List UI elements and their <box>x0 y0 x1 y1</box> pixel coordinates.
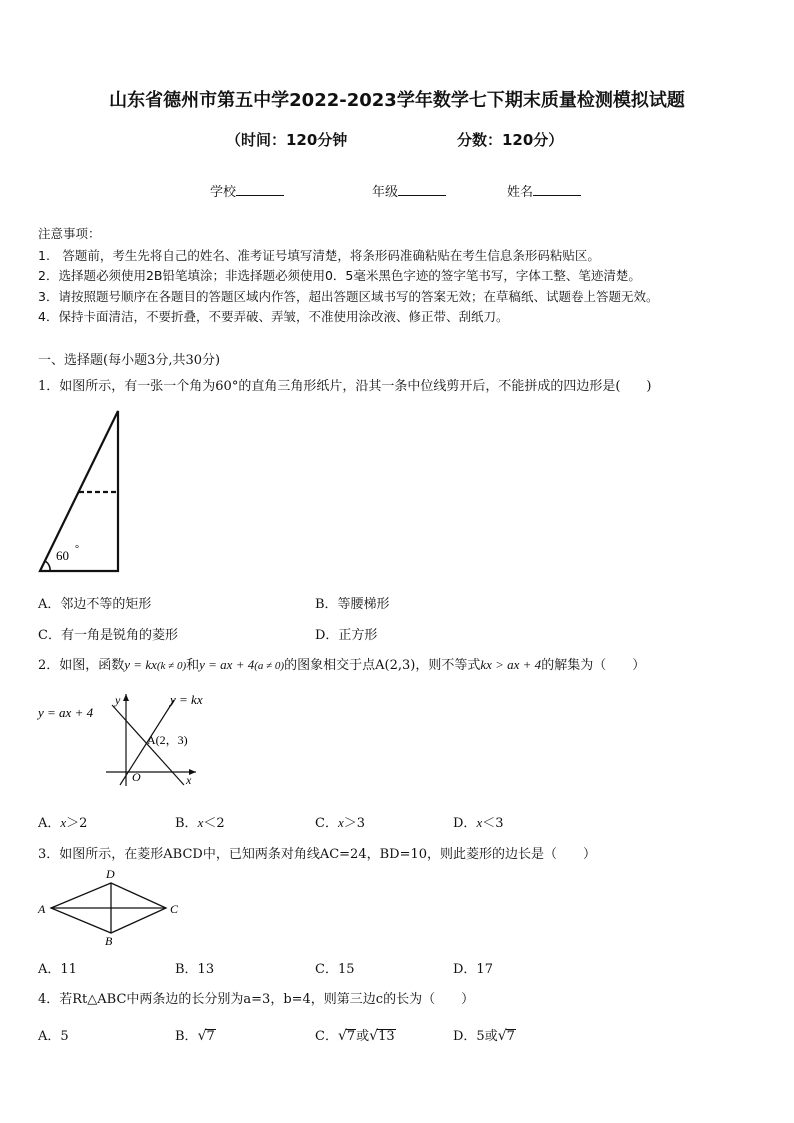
section-heading: 一、选择题(每小题3分,共30分) <box>38 353 221 368</box>
question-4-option-a[interactable]: A．5 <box>38 1029 69 1044</box>
notes-heading: 注意事项： <box>38 226 101 241</box>
origin-label: O <box>132 770 141 784</box>
name-field <box>507 181 581 200</box>
question-1-option-b[interactable]: B．等腰梯形 <box>315 597 390 612</box>
school-label: 学校 <box>210 185 237 200</box>
x-axis-label: x <box>186 773 192 787</box>
radical-icon: √ <box>369 1028 379 1044</box>
question-3-option-a[interactable]: A．11 <box>38 962 77 977</box>
question-4-option-c[interactable]: C．√7或√13 <box>315 1028 395 1044</box>
grade-label: 年级 <box>372 185 399 200</box>
radical-icon: √ <box>197 1028 207 1044</box>
school-blank[interactable] <box>236 183 284 196</box>
question-3-rhombus-figure <box>36 866 186 948</box>
question-2-option-c[interactable]: C．x＞3 <box>315 815 366 831</box>
page-title: 山东省德州市第五中学2022-2023学年数学七下期末质量检测模拟试题 <box>109 90 685 111</box>
question-1-option-d[interactable]: D．正方形 <box>315 628 378 643</box>
angle-label: 60 <box>56 548 69 563</box>
exam-score: 分数：120分） <box>457 131 564 149</box>
vertex-b: B <box>105 934 113 948</box>
question-1-option-a[interactable]: A．邻边不等的矩形 <box>38 597 152 612</box>
radical-icon: √ <box>337 1028 347 1044</box>
inequality: kx > ax + 4 <box>480 657 542 672</box>
question-1-triangle-figure <box>36 408 126 576</box>
exam-time: （时间：120分钟 <box>226 131 348 149</box>
question-1-stem: 1．如图所示，有一张一个角为60°的直角三角形纸片，沿其一条中位线剪开后，不能拼成的四边形是( ) <box>38 379 652 394</box>
name-label: 姓名 <box>507 185 534 200</box>
question-2-option-b[interactable]: B．x＜2 <box>175 815 225 831</box>
y-axis-label: y <box>115 693 121 707</box>
expr-ax4: y = ax + 4 <box>199 657 255 672</box>
question-1-option-c[interactable]: C．有一角是锐角的菱形 <box>38 628 178 643</box>
note-item-3: 3．请按照题号顺序在各题目的答题区域内作答，超出答题区域书写的答案无效；在草稿纸、试题卷上答题无效。 <box>38 289 659 304</box>
question-2-stem: 2．如图，函数y = kx(k ≠ 0)和y = ax + 4(a ≠ 0)的图象相交于点A(2,3)，则不等式kx > ax + 4的解集为（ ） <box>38 657 646 673</box>
expr-kx: y = kx <box>124 657 157 672</box>
school-field <box>210 181 284 200</box>
note-item-4: 4．保持卡面清洁，不要折叠，不要弄破、弄皱，不准使用涂改液、修正带、刮纸刀。 <box>38 309 509 324</box>
question-3-option-c[interactable]: C．15 <box>315 962 355 977</box>
line-ax4-label: y = ax + 4 <box>38 705 94 720</box>
note-item-2: 2．选择题必须使用2B铅笔填涂；非选择题必须使用0．5毫米黑色字迹的签字笔书写，字体工整、笔迹清楚。 <box>38 268 641 283</box>
name-blank[interactable] <box>533 183 581 196</box>
question-4-stem: 4．若Rt△ABC中两条边的长分别为a=3，b=4，则第三边c的长为（ ） <box>38 992 475 1007</box>
question-3-option-b[interactable]: B．13 <box>175 962 215 977</box>
point-a-label: A(2，3) <box>147 733 188 747</box>
question-2-graph-figure <box>36 688 236 788</box>
question-2-option-a[interactable]: A．x＞2 <box>38 815 88 831</box>
vertex-d: D <box>106 867 115 881</box>
question-2-option-d[interactable]: D．x＜3 <box>453 815 504 831</box>
vertex-a: A <box>38 902 46 916</box>
note-item-1: 1. 答题前，考生先将自己的姓名、准考证号填写清楚，将条形码准确粘贴在考生信息条形码粘贴区。 <box>38 248 600 263</box>
grade-field <box>372 181 446 200</box>
question-4-option-d[interactable]: D．5或√7 <box>453 1028 515 1044</box>
line-kx-label: y = kx <box>170 692 203 707</box>
question-3-option-d[interactable]: D．17 <box>453 962 493 977</box>
degree-mark: ° <box>75 544 79 555</box>
grade-blank[interactable] <box>398 183 446 196</box>
question-4-option-b[interactable]: B．√7 <box>175 1028 215 1044</box>
radical-icon: √ <box>497 1028 507 1044</box>
vertex-c: C <box>170 902 179 916</box>
question-3-stem: 3．如图所示，在菱形ABCD中，已知两条对角线AC=24，BD=10，则此菱形的边长是（ ） <box>38 847 597 862</box>
